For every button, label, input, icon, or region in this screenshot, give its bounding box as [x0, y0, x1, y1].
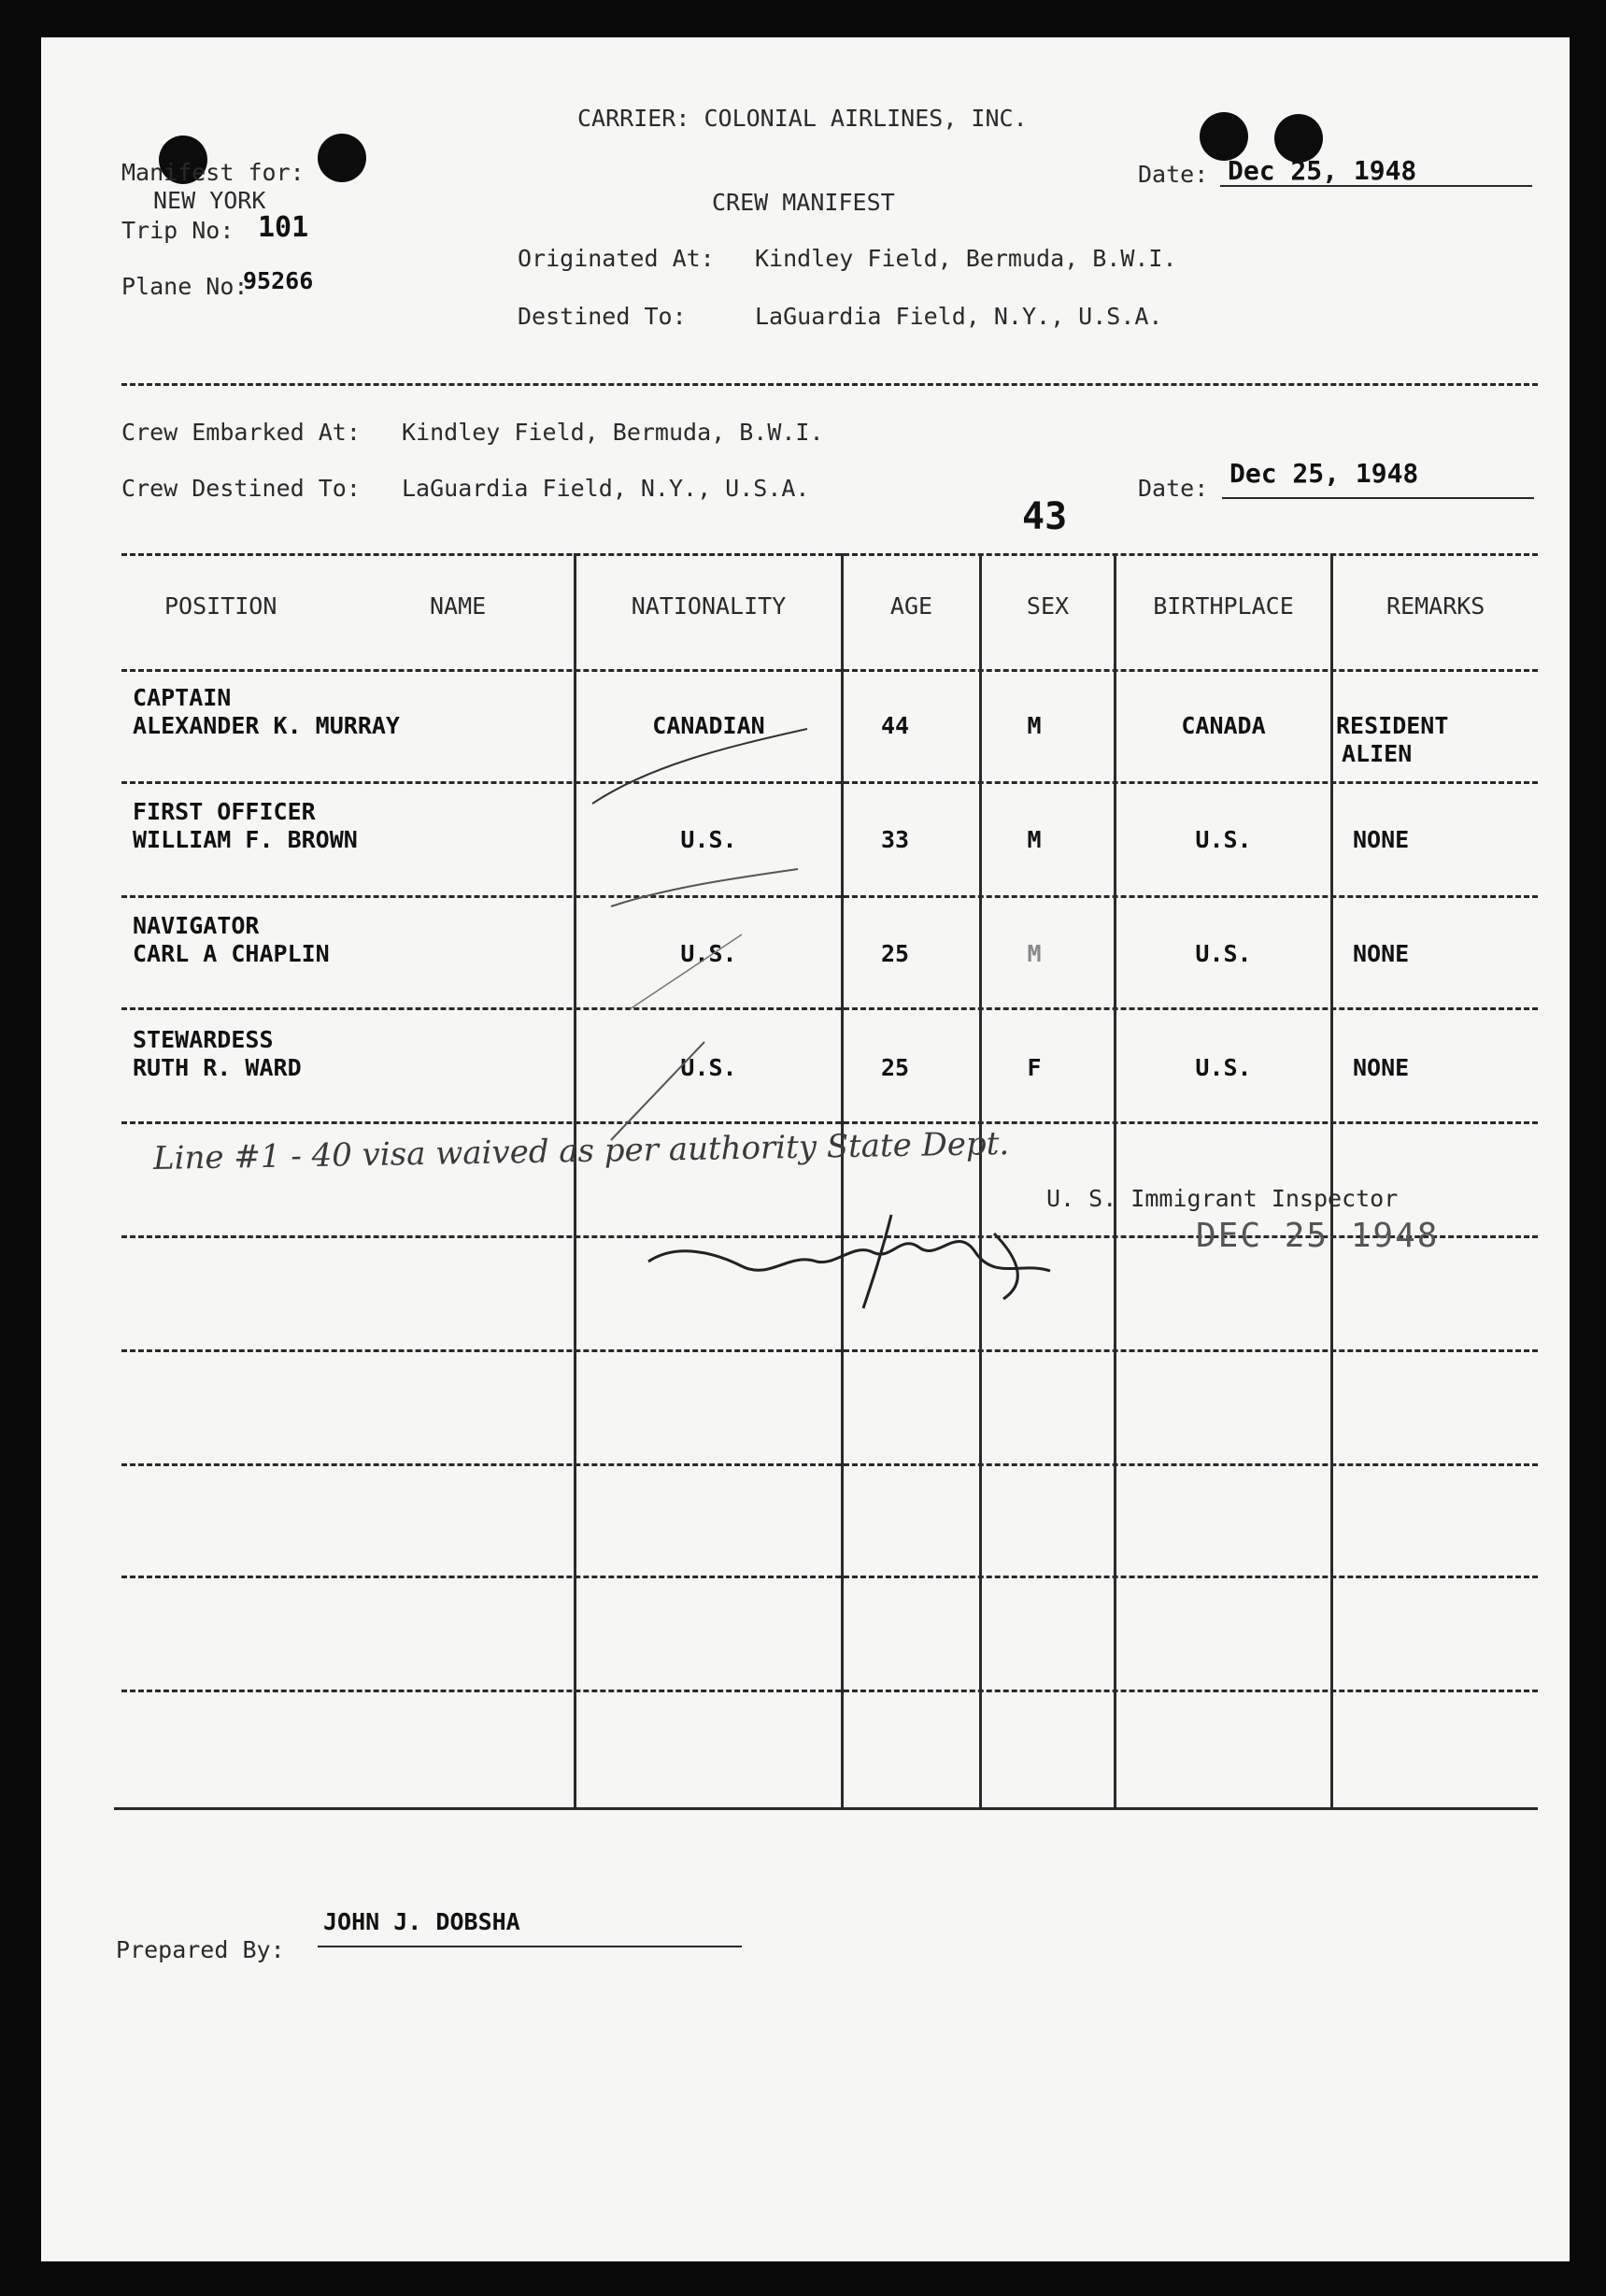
- row2-remarks: NONE: [1353, 826, 1410, 853]
- header-divider: [121, 383, 1538, 386]
- manifest-for-label: Manifest for:: [121, 159, 305, 186]
- row2-nationality: U.S.: [680, 826, 737, 853]
- row1-name: ALEXANDER K. MURRAY: [133, 712, 400, 739]
- row3-remarks: NONE: [1353, 940, 1410, 967]
- prepared-value: JOHN J. DOBSHA: [323, 1908, 520, 1935]
- row4-age: 25: [880, 1054, 910, 1081]
- row4-name: RUTH R. WARD: [133, 1054, 302, 1081]
- crew-count: 43: [1022, 495, 1068, 538]
- col-header-birthplace: BIRTHPLACE: [1153, 592, 1294, 620]
- col-divider-3: [979, 553, 982, 1809]
- manifest-sheet: [41, 37, 1570, 2261]
- row1-age: 44: [880, 712, 910, 739]
- crew-destined-value: LaGuardia Field, N.Y., U.S.A.: [402, 475, 810, 502]
- date-value: Dec 25, 1948: [1228, 155, 1417, 186]
- row1-position: CAPTAIN: [133, 684, 232, 711]
- inspection-date-stamp: DEC 25 1948: [1196, 1217, 1440, 1255]
- row4-sex: F: [1027, 1054, 1042, 1081]
- row3-nationality: U.S.: [680, 940, 737, 967]
- row-line-9: [121, 1690, 1538, 1692]
- row2-birthplace: U.S.: [1195, 826, 1252, 853]
- row1-remarks-1: RESIDENT: [1336, 712, 1449, 739]
- crew-date-underline: [1222, 497, 1534, 499]
- col-header-nationality: NATIONALITY: [631, 592, 787, 620]
- row-line-6: [121, 1349, 1538, 1352]
- prepared-underline: [318, 1946, 742, 1947]
- inspector-signature: [639, 1196, 1069, 1318]
- handwritten-note: Line #1 - 40 visa waived as per authority State Dept.: [152, 1125, 1010, 1177]
- document-title: CREW MANIFEST: [712, 189, 895, 216]
- row-line-8: [121, 1576, 1538, 1578]
- row1-remarks-2: ALIEN: [1342, 740, 1413, 767]
- row-line-7: [121, 1463, 1538, 1466]
- trip-value: 101: [258, 211, 309, 244]
- col-header-sex: SEX: [1026, 592, 1070, 620]
- plane-label: Plane No:: [121, 273, 249, 300]
- crew-destined-label: Crew Destined To:: [121, 475, 361, 502]
- plane-value: 95266: [243, 267, 314, 294]
- col-header-position: POSITION: [164, 592, 277, 620]
- row4-birthplace: U.S.: [1195, 1054, 1252, 1081]
- col-header-remarks: REMARKS: [1386, 592, 1485, 620]
- row2-name: WILLIAM F. BROWN: [133, 826, 358, 853]
- crew-date-label: Date:: [1138, 475, 1209, 502]
- manifest-for-value: NEW YORK: [153, 187, 266, 214]
- punch-hole-3: [1200, 112, 1248, 161]
- row3-name: CARL A CHAPLIN: [133, 940, 330, 967]
- table-bottom-line: [114, 1807, 1538, 1810]
- trip-label: Trip No:: [121, 217, 235, 244]
- date-underline: [1220, 185, 1532, 187]
- col-divider-4: [1114, 553, 1116, 1809]
- carrier-line: CARRIER: COLONIAL AIRLINES, INC.: [577, 105, 1028, 132]
- row2-age: 33: [880, 826, 910, 853]
- row3-sex: M: [1027, 940, 1042, 967]
- row3-age: 25: [880, 940, 910, 967]
- destined-label: Destined To:: [518, 303, 687, 330]
- table-top-line: [121, 553, 1538, 556]
- crew-date-value: Dec 25, 1948: [1229, 458, 1419, 489]
- row3-position: NAVIGATOR: [133, 912, 260, 939]
- embarked-value: Kindley Field, Bermuda, B.W.I.: [402, 419, 824, 446]
- table-header-line: [121, 669, 1538, 672]
- row4-position: STEWARDESS: [133, 1026, 274, 1053]
- embarked-label: Crew Embarked At:: [121, 419, 361, 446]
- punch-hole-2: [318, 134, 366, 182]
- pencil-check-marks: [574, 692, 873, 1159]
- row4-remarks: NONE: [1353, 1054, 1410, 1081]
- originated-value: Kindley Field, Bermuda, B.W.I.: [755, 245, 1177, 272]
- row1-nationality: CANADIAN: [652, 712, 765, 739]
- col-divider-5: [1330, 553, 1333, 1809]
- prepared-label: Prepared By:: [116, 1936, 285, 1963]
- col-header-name: NAME: [430, 592, 487, 620]
- row1-sex: M: [1027, 712, 1042, 739]
- inspector-label: U. S. Immigrant Inspector: [1046, 1185, 1399, 1212]
- col-header-age: AGE: [889, 592, 933, 620]
- row2-sex: M: [1027, 826, 1042, 853]
- originated-label: Originated At:: [518, 245, 715, 272]
- date-label: Date:: [1138, 161, 1209, 188]
- row2-position: FIRST OFFICER: [133, 798, 316, 825]
- row3-birthplace: U.S.: [1195, 940, 1252, 967]
- row4-nationality: U.S.: [680, 1054, 737, 1081]
- row1-birthplace: CANADA: [1181, 712, 1266, 739]
- destined-value: LaGuardia Field, N.Y., U.S.A.: [755, 303, 1163, 330]
